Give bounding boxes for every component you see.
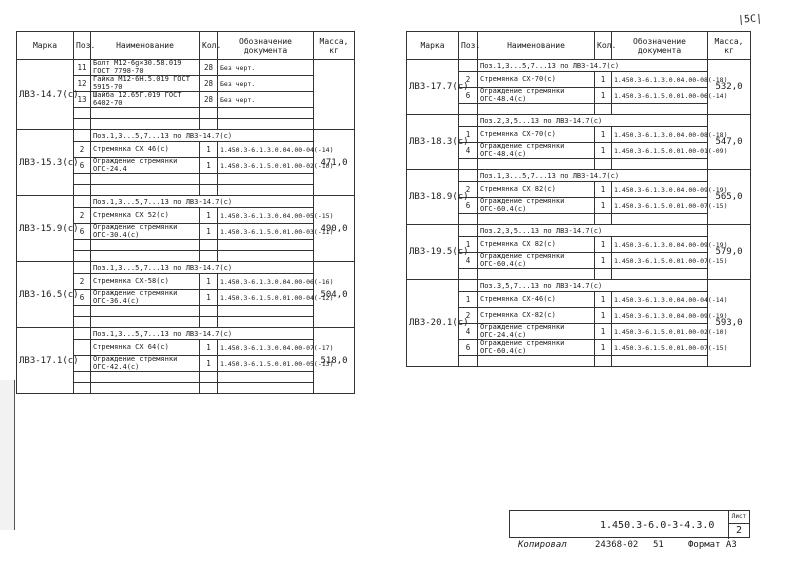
- group-ref-row: [17, 196, 355, 208]
- header-marka: Марка: [17, 32, 74, 60]
- poz-cell: 2: [459, 182, 478, 198]
- doc-cell: 1.450.3-6.1.5.0.01.00-06(-14): [612, 88, 708, 104]
- blank-cell: [218, 240, 314, 251]
- blank-cell: [218, 108, 314, 119]
- group-reference: Поз.1,3...5,7...13 по ЛВЗ-14.7(с): [91, 130, 314, 142]
- poz-cell: 6: [459, 198, 478, 214]
- doc-cell: 1.450.3-6.1.5.0.01.00-07(-15): [612, 253, 708, 269]
- blank-cell: [200, 119, 218, 130]
- footer-num: 51: [653, 540, 664, 550]
- kol-cell: 1: [595, 292, 612, 308]
- kol-cell: 1: [200, 142, 218, 158]
- group-reference: Поз.2,3,5...13 по ЛВЗ-14.7(с): [478, 225, 708, 237]
- name-cell: Ограждение стремянки ОГС-60.4(с): [478, 253, 595, 269]
- marka-cell: ЛВЗ-17.1(с): [17, 328, 74, 394]
- blank-cell: [459, 356, 478, 367]
- blank-cell: [74, 108, 91, 119]
- blank-cell: [612, 356, 708, 367]
- blank-cell: [459, 159, 478, 170]
- group-ref-row: [407, 170, 751, 182]
- blank-cell: [459, 214, 478, 225]
- blank-cell: [74, 174, 91, 185]
- group-ref-row: [17, 262, 355, 274]
- poz-cell: 6: [459, 88, 478, 104]
- blank-cell: [74, 240, 91, 251]
- group-reference: Поз.1,3...5,7...13 по ЛВЗ-14.7(с): [478, 60, 708, 72]
- blank-cell: [200, 240, 218, 251]
- doc-cell: 1.450.3-6.1.3.0.04.00-09(-19): [612, 308, 708, 324]
- name-cell: Ограждение стремянки ОГС-60.4(с): [478, 198, 595, 214]
- blank-cell: [595, 214, 612, 225]
- mass-cell: 593,0: [708, 280, 751, 367]
- doc-cell: 1.450.3-6.1.3.0.04.00-08(-18): [612, 72, 708, 88]
- poz-cell: [459, 60, 478, 72]
- header-poz: Поз.: [459, 32, 478, 60]
- poz-cell: 2: [74, 274, 91, 290]
- marka-cell: ЛВЗ-15.9(с): [17, 196, 74, 262]
- mass-cell: 490,0: [314, 196, 355, 262]
- name-cell: Стремянка СХ-58(с): [91, 274, 200, 290]
- blank-cell: [459, 269, 478, 280]
- poz-cell: 4: [459, 253, 478, 269]
- blank-cell: [74, 119, 91, 130]
- name-cell: Стремянка СХ 64(с): [91, 340, 200, 356]
- footer-format: Формат А3: [688, 540, 737, 550]
- group-ref-row: [17, 328, 355, 340]
- blank-row: [407, 104, 751, 115]
- blank-cell: [595, 104, 612, 115]
- poz-cell: [74, 130, 91, 142]
- name-cell: Ограждение стремянки ОГС-60.4(с): [478, 340, 595, 356]
- blank-cell: [91, 240, 200, 251]
- mass-cell: 565,0: [708, 170, 751, 225]
- blank-cell: [218, 317, 314, 328]
- group-ref-row: [407, 280, 751, 292]
- kol-cell: 28: [200, 76, 218, 92]
- header-kol: Кол.: [200, 32, 218, 60]
- name-cell: Ограждение стремянки ОГС-42.4(с): [91, 356, 200, 372]
- sheet-label: Лист: [728, 511, 749, 524]
- doc-cell: 1.450.3-6.1.5.0.01.00-07(-15): [612, 198, 708, 214]
- blank-cell: [200, 185, 218, 196]
- blank-cell: [218, 372, 314, 383]
- doc-cell: 1.450.3-6.1.5.0.01.00-04(-12): [218, 290, 314, 306]
- blank-row: [407, 214, 751, 225]
- poz-cell: 6: [74, 224, 91, 240]
- blank-cell: [200, 383, 218, 394]
- blank-cell: [200, 108, 218, 119]
- kol-cell: 1: [595, 72, 612, 88]
- blank-cell: [595, 159, 612, 170]
- header-name: Наименование: [478, 32, 595, 60]
- mass-cell: 471,0: [314, 130, 355, 196]
- poz-cell: [459, 225, 478, 237]
- group-ref-row: [17, 130, 355, 142]
- name-cell: Стремянка СХ 82(с): [478, 237, 595, 253]
- kol-cell: 1: [595, 198, 612, 214]
- doc-cell: 1.450.3-6.1.3.0.04.00-06(-16): [218, 274, 314, 290]
- poz-cell: [459, 115, 478, 127]
- blank-row: [407, 269, 751, 280]
- doc-cell: 1.450.3-6.1.3.0.04.00-04(-14): [612, 292, 708, 308]
- poz-cell: [74, 340, 91, 356]
- blank-cell: [218, 251, 314, 262]
- doc-cell: Без черт.: [218, 76, 314, 92]
- blank-cell: [478, 159, 595, 170]
- kol-cell: 1: [595, 237, 612, 253]
- kol-cell: 1: [200, 340, 218, 356]
- kol-cell: 1: [200, 290, 218, 306]
- kol-cell: 28: [200, 92, 218, 108]
- blank-cell: [612, 104, 708, 115]
- document-code: 1.450.3-6.0-3-4.3.0: [600, 520, 715, 531]
- marka-cell: ЛВЗ-18.3(с): [407, 115, 459, 170]
- sheet-corner-mark: |5C|: [737, 13, 763, 26]
- poz-cell: 13: [74, 92, 91, 108]
- poz-cell: 6: [459, 340, 478, 356]
- blank-cell: [91, 306, 200, 317]
- poz-cell: [74, 262, 91, 274]
- blank-cell: [218, 119, 314, 130]
- poz-cell: [459, 280, 478, 292]
- blank-cell: [91, 383, 200, 394]
- group-ref-row: [407, 60, 751, 72]
- marka-cell: ЛВЗ-18.9(с): [407, 170, 459, 225]
- marka-cell: ЛВЗ-14.7(с): [17, 60, 74, 130]
- mass-cell: 547,0: [708, 115, 751, 170]
- header-mass: Масса, кг: [708, 32, 751, 60]
- poz-cell: 1: [459, 127, 478, 143]
- name-cell: Стремянка СХ 52(с): [91, 208, 200, 224]
- poz-cell: 2: [74, 208, 91, 224]
- poz-cell: [74, 328, 91, 340]
- blank-cell: [595, 356, 612, 367]
- name-cell: Ограждение стремянки ОГС-48.4(с): [478, 88, 595, 104]
- blank-row: [407, 356, 751, 367]
- blank-cell: [91, 174, 200, 185]
- blank-cell: [91, 185, 200, 196]
- mass-cell: 518,0: [314, 328, 355, 394]
- kol-cell: 1: [200, 356, 218, 372]
- header-doc: Обозначение документа: [218, 32, 314, 60]
- name-cell: Стремянка СХ 82(с): [478, 182, 595, 198]
- name-cell: Ограждение стремянки ОГС-36.4(с): [91, 290, 200, 306]
- header-kol: Кол.: [595, 32, 612, 60]
- poz-cell: 2: [459, 72, 478, 88]
- table-row: [407, 292, 751, 308]
- kol-cell: 1: [595, 88, 612, 104]
- name-cell: Стремянка СХ-70(с): [478, 127, 595, 143]
- kol-cell: 1: [595, 308, 612, 324]
- poz-cell: [74, 196, 91, 208]
- header-name: Наименование: [91, 32, 200, 60]
- doc-cell: 1.450.3-6.1.5.0.01.00-03(-11): [218, 224, 314, 240]
- blank-cell: [612, 159, 708, 170]
- poz-cell: [459, 170, 478, 182]
- blank-cell: [74, 185, 91, 196]
- footer-order: 24368-02: [595, 540, 639, 550]
- blank-cell: [218, 306, 314, 317]
- doc-cell: 1.450.3-6.1.5.0.01.00-02(-10): [612, 324, 708, 340]
- footer-copied: Копировал: [518, 540, 567, 550]
- name-cell: Ограждение стремянки ОГС-24.4: [91, 158, 200, 174]
- kol-cell: 1: [200, 274, 218, 290]
- blank-cell: [478, 104, 595, 115]
- spec-table-right: [406, 31, 751, 367]
- kol-cell: 1: [595, 324, 612, 340]
- blank-cell: [91, 119, 200, 130]
- side-stamp-strip: [0, 380, 15, 530]
- blank-cell: [74, 306, 91, 317]
- name-cell: Стремянка СХ 46(с): [91, 142, 200, 158]
- doc-cell: 1.450.3-6.1.3.0.04.00-04(-14): [218, 142, 314, 158]
- marka-cell: ЛВЗ-15.3(с): [17, 130, 74, 196]
- poz-cell: 11: [74, 60, 91, 76]
- blank-cell: [74, 372, 91, 383]
- marka-cell: ЛВЗ-16.5(с): [17, 262, 74, 328]
- header-poz: Поз.: [74, 32, 91, 60]
- poz-cell: 4: [459, 143, 478, 159]
- name-cell: Стремянка СХ-82(с): [478, 308, 595, 324]
- kol-cell: 1: [595, 182, 612, 198]
- blank-cell: [200, 174, 218, 185]
- title-block: [509, 510, 750, 538]
- doc-cell: 1.450.3-6.1.5.0.01.00-02(-10): [218, 158, 314, 174]
- blank-cell: [200, 306, 218, 317]
- marka-cell: ЛВЗ-20.1(с): [407, 280, 459, 367]
- poz-cell: 1: [459, 292, 478, 308]
- name-cell: Ограждение стремянки ОГС-24.4(с): [478, 324, 595, 340]
- mass-cell: 504,0: [314, 262, 355, 328]
- sheet-number: 2: [728, 523, 749, 539]
- kol-cell: 1: [595, 340, 612, 356]
- blank-cell: [200, 317, 218, 328]
- group-reference: Поз.2,3,5...13 по ЛВЗ-14.7(с): [478, 115, 708, 127]
- table-row: [17, 60, 355, 76]
- group-reference: Поз.1,3...5,7...13 по ЛВЗ-14.7(с): [478, 170, 708, 182]
- poz-cell: 2: [74, 142, 91, 158]
- mass-cell: [314, 60, 355, 130]
- group-reference: Поз.3,5,7...13 по ЛВЗ-14.7(с): [478, 280, 708, 292]
- blank-cell: [478, 356, 595, 367]
- doc-cell: 1.450.3-6.1.5.0.01.00-07(-15): [612, 340, 708, 356]
- group-reference: Поз.1,3...5,7...13 по ЛВЗ-14.7(с): [91, 262, 314, 274]
- blank-cell: [595, 269, 612, 280]
- blank-cell: [200, 251, 218, 262]
- doc-cell: 1.450.3-6.1.3.0.04.00-05(-15): [218, 208, 314, 224]
- name-cell: Шайба 12.65Г.019 ГОСТ 6402-70: [91, 92, 200, 108]
- name-cell: Стремянка СХ-70(с): [478, 72, 595, 88]
- blank-row: [407, 159, 751, 170]
- kol-cell: 1: [595, 127, 612, 143]
- blank-cell: [218, 185, 314, 196]
- header-marka: Марка: [407, 32, 459, 60]
- group-ref-row: [407, 225, 751, 237]
- poz-cell: 4: [459, 324, 478, 340]
- kol-cell: 1: [595, 143, 612, 159]
- mass-cell: 579,0: [708, 225, 751, 280]
- blank-cell: [91, 372, 200, 383]
- name-cell: Стремянка СХ-46(с): [478, 292, 595, 308]
- blank-cell: [74, 383, 91, 394]
- poz-cell: 2: [459, 308, 478, 324]
- header-mass: Масса, кг: [314, 32, 355, 60]
- kol-cell: 28: [200, 60, 218, 76]
- blank-cell: [91, 108, 200, 119]
- spec-table-left: [16, 31, 355, 394]
- blank-cell: [218, 383, 314, 394]
- marka-cell: ЛВЗ-19.5(с): [407, 225, 459, 280]
- blank-cell: [74, 251, 91, 262]
- doc-cell: Без черт.: [218, 92, 314, 108]
- table-row: [407, 340, 751, 356]
- group-reference: Поз.1,3...5,7...13 по ЛВЗ-14.7(с): [91, 196, 314, 208]
- blank-cell: [218, 174, 314, 185]
- group-ref-row: [407, 115, 751, 127]
- name-cell: Болт М12-6g×30.58.019 ГОСТ 7798-70: [91, 60, 200, 76]
- poz-cell: 6: [74, 158, 91, 174]
- blank-cell: [478, 214, 595, 225]
- kol-cell: 1: [595, 253, 612, 269]
- doc-cell: 1.450.3-6.1.5.0.01.00-01(-09): [612, 143, 708, 159]
- poz-cell: 1: [459, 237, 478, 253]
- group-reference: Поз.1,3...5,7...13 по ЛВЗ-14.7(с): [91, 328, 314, 340]
- blank-cell: [91, 317, 200, 328]
- kol-cell: 1: [200, 208, 218, 224]
- doc-cell: 1.450.3-6.1.3.0.04.00-07(-17): [218, 340, 314, 356]
- doc-cell: Без черт.: [218, 60, 314, 76]
- blank-cell: [478, 269, 595, 280]
- poz-cell: 6: [74, 290, 91, 306]
- blank-cell: [91, 251, 200, 262]
- poz-cell: 12: [74, 76, 91, 92]
- doc-cell: 1.450.3-6.1.3.0.04.00-09(-19): [612, 237, 708, 253]
- blank-cell: [74, 317, 91, 328]
- doc-cell: 1.450.3-6.1.5.0.01.00-05(-13): [218, 356, 314, 372]
- doc-cell: 1.450.3-6.1.3.0.04.00-09(-19): [612, 182, 708, 198]
- mass-cell: 532,0: [708, 60, 751, 115]
- name-cell: Ограждение стремянки ОГС-30.4(с): [91, 224, 200, 240]
- blank-cell: [612, 214, 708, 225]
- marka-cell: ЛВЗ-17.7(с): [407, 60, 459, 115]
- blank-cell: [459, 104, 478, 115]
- kol-cell: 1: [200, 224, 218, 240]
- blank-cell: [612, 269, 708, 280]
- kol-cell: 1: [200, 158, 218, 174]
- header-doc: Обозначение документа: [612, 32, 708, 60]
- name-cell: Ограждение стремянки ОГС-48.4(с): [478, 143, 595, 159]
- blank-cell: [200, 372, 218, 383]
- name-cell: Гайка М12-6Н.5.019 ГОСТ 5915-70: [91, 76, 200, 92]
- doc-cell: 1.450.3-6.1.3.0.04.00-08(-18): [612, 127, 708, 143]
